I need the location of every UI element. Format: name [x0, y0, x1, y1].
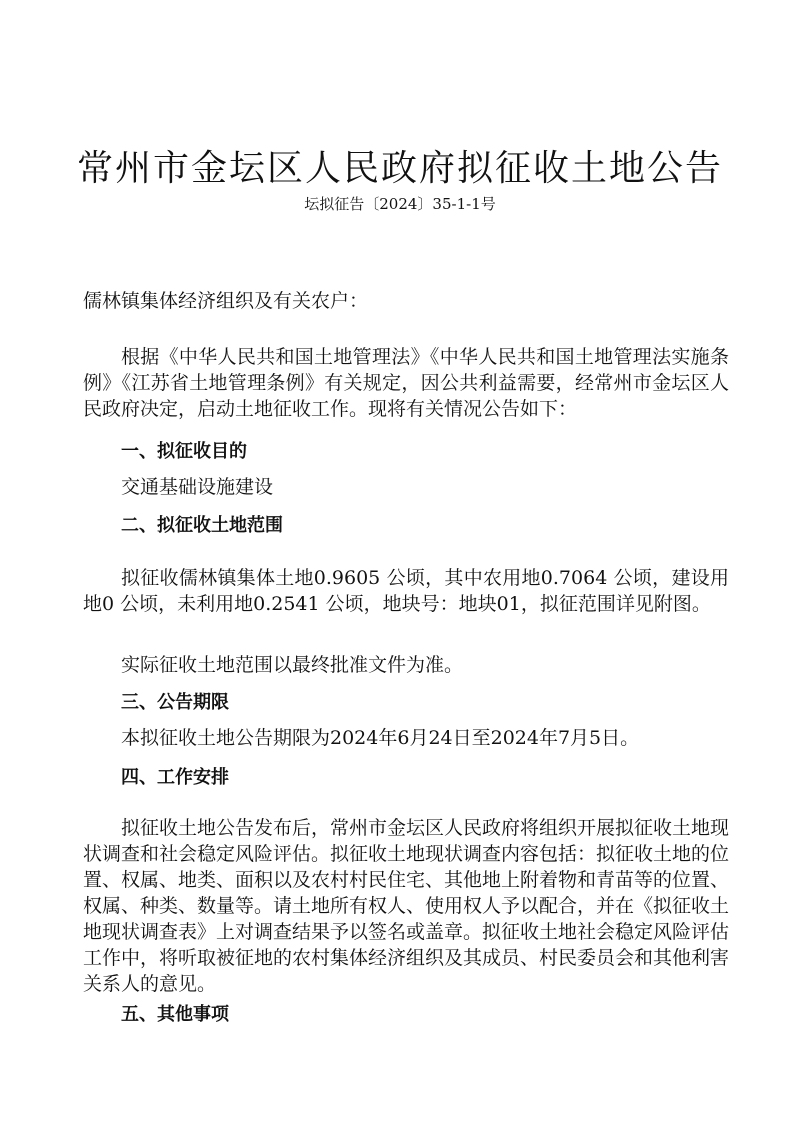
section-5-heading: 五、其他事项: [121, 1004, 229, 1025]
section-2-note: 实际征收土地范围以最终批准文件为准。: [121, 654, 464, 676]
document-number: 坛拟征告〔2024〕35-1-1号: [304, 195, 496, 213]
section-3-heading: 三、公告期限: [121, 692, 229, 713]
intro-paragraph: 根据《中华人民共和国土地管理法》《中华人民共和国土地管理法实施条例》《江苏省土地管理条例》有关规定，因公共利益需要，经常州市金坛区人民政府决定，启动土地征收工作。现将有关情况公告如下：: [83, 346, 729, 420]
section-1-heading: 一、拟征收目的: [121, 441, 247, 462]
section-1-text: 交通基础设施建设: [121, 476, 274, 498]
section-2-heading: 二、拟征收土地范围: [121, 515, 283, 536]
section-3-text: 本拟征收土地公告期限为2024年6月24日至2024年7月5日。: [121, 727, 640, 749]
document-title: 常州市金坛区人民政府拟征收土地公告: [76, 148, 723, 189]
addressee: 儒林镇集体经济组织及有关农户：: [83, 290, 369, 312]
section-4-heading: 四、工作安排: [121, 767, 229, 788]
section-2-text: 拟征收儒林镇集体土地0.9605 公顷，其中农用地0.7064 公顷，建设用地0 公顷，未利用地0.2541 公顷，地块号：地块01，拟征范围详见附图。: [83, 567, 729, 615]
section-4-text: 拟征收土地公告发布后，常州市金坛区人民政府将组织开展拟征收土地现状调查和社会稳定风险评估。拟征收土地现状调查内容包括：拟征收土地的位置、权属、地类、面积以及农村村民住宅、其他地上附着物和青苗等的位置、权属、种类、数量等。请土地所有权人、使用权人予以配合，并在《拟征收土地现状调查表》上对调查结果予以签名或盖章。拟征收土地社会稳定风险评估工作中，将听取被征地的农村集体经济组织及其成员、村民委员会和其他利害关系人的意见。: [83, 817, 730, 995]
